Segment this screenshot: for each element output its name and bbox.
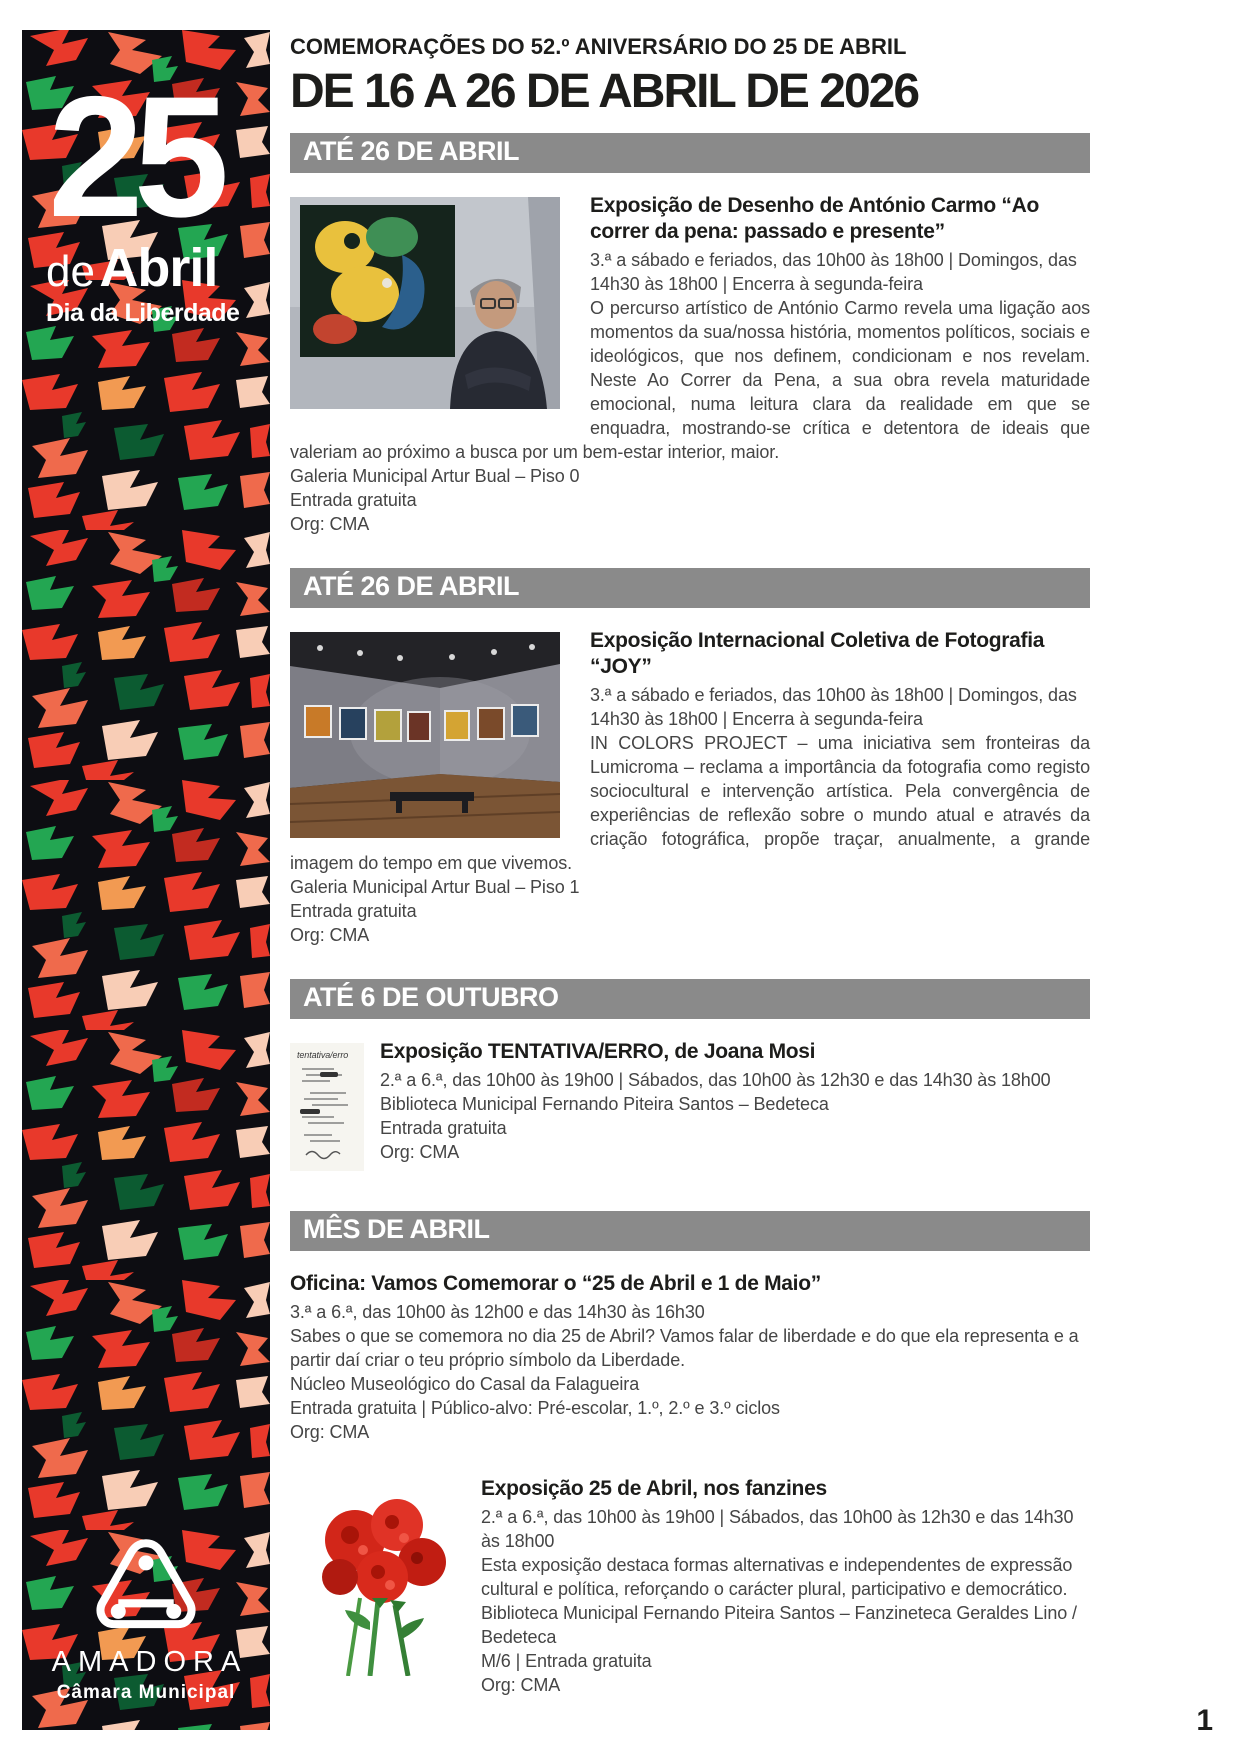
event-venue: Núcleo Museológico do Casal da Falagueira xyxy=(290,1374,640,1394)
program-content xyxy=(290,34,1090,1729)
event-description: Esta exposição destaca formas alternativas e independentes de expressão cultural e política, reforçando o carácter plural, participativo e democrático. xyxy=(481,1555,1073,1599)
event-title: Exposição TENTATIVA/ERRO, de Joana Mosi xyxy=(380,1040,816,1063)
event-antonio-carmo xyxy=(290,193,1090,536)
event-venue: Galeria Municipal Artur Bual – Piso 1 xyxy=(290,877,580,897)
event-joy-photography xyxy=(290,628,1090,947)
poster-de-abril xyxy=(22,237,270,299)
event-entry: Entrada gratuita xyxy=(290,901,417,921)
page-number: 1 xyxy=(1196,1704,1213,1737)
poster-de: de xyxy=(46,247,95,297)
section-header: MÊS DE ABRIL xyxy=(290,1211,1090,1251)
event-schedule: 2.ª a 6.ª, das 10h00 às 19h00 | Sábados, das 10h00 às 12h30 e das 14h30 às 18h00 xyxy=(380,1070,1051,1090)
section-header: ATÉ 26 DE ABRIL xyxy=(290,568,1090,608)
poster-number-25: 25 xyxy=(48,61,220,253)
thumbnail-handwritten-text: tentativa/erro xyxy=(297,1050,349,1060)
joy-exhibition-gallery-photo xyxy=(290,632,560,838)
event-schedule: 3.ª a sábado e feriados, das 10h00 às 18h00 | Domingos, das 14h30 às 18h00 | Encerra à segunda-feira xyxy=(590,250,1077,294)
event-schedule: 2.ª a 6.ª, das 10h00 às 19h00 | Sábados, das 10h00 às 12h30 e das 14h30 às 18h00 xyxy=(481,1507,1074,1551)
tentativa-erro-fanzine-thumbnail xyxy=(290,1043,364,1171)
event-description: IN COLORS PROJECT – uma iniciativa sem fronteiras da Lumicroma – reclama a importância da fotografia como registo sociocultural e intervenção artística. Pela convergência de experiências de reflexão sobre o mundo atual e através da criação fotográfica, propõe traçar, anualmente, a grande imagem do tempo em que vivemos. xyxy=(290,733,1090,873)
red-carnations-photo xyxy=(300,1480,465,1676)
event-entry: Entrada gratuita xyxy=(290,490,417,510)
page-title: DE 16 A 26 DE ABRIL DE 2026 xyxy=(290,65,919,118)
event-org: Org: CMA xyxy=(290,1422,370,1442)
event-entry: Entrada gratuita | Público-alvo: Pré-escolar, 1.º, 2.º e 3.º ciclos xyxy=(290,1398,780,1418)
event-title: Exposição 25 de Abril, nos fanzines xyxy=(481,1477,827,1500)
event-venue: Biblioteca Municipal Fernando Piteira Santos – Fanzineteca Geraldes Lino / Bedeteca xyxy=(481,1603,1077,1647)
event-schedule: 3.ª a 6.ª, das 10h00 às 12h00 e das 14h30 às 16h30 xyxy=(290,1302,705,1322)
event-title: Exposição de Desenho de António Carmo “Ao correr da pena: passado e presente” xyxy=(590,194,1039,243)
event-title: Exposição Internacional Coletiva de Fotografia “JOY” xyxy=(590,629,1045,678)
event-org: Org: CMA xyxy=(290,925,370,945)
poster-sidebar xyxy=(22,30,270,1730)
event-description: O percurso artístico de António Carmo revela uma ligação aos momentos da sua/nossa história, momentos políticos, sociais e ideológicos, que nos definem, condicionam e nos revelam. Neste Ao Correr da Pena, a sua obra revela maturidade emocional, numa leitura clara da realidade em que se enquadra, mostrando-se crítica e detentora de ideais que valeriam ao próximo a busca por um bem-estar interior, maior. xyxy=(290,298,1090,462)
event-entry: Entrada gratuita xyxy=(380,1118,507,1138)
event-description: Sabes o que se comemora no dia 25 de Abril? Vamos falar de liberdade e do que ela representa e a partir daí criar o teu próprio símbolo da Liberdade. xyxy=(290,1326,1079,1370)
event-tentativa-erro xyxy=(290,1039,1090,1179)
poster-abril: Abril xyxy=(99,238,218,299)
event-venue: Galeria Municipal Artur Bual – Piso 0 xyxy=(290,466,580,486)
section-header: ATÉ 6 DE OUTUBRO xyxy=(290,979,1090,1019)
event-venue: Biblioteca Municipal Fernando Piteira Santos – Bedeteca xyxy=(380,1094,829,1114)
amadora-title: AMADORA xyxy=(51,1646,248,1678)
poster-subtitle: Dia da Liberdade xyxy=(46,299,240,328)
antonio-carmo-exhibition-photo xyxy=(290,197,560,409)
section-header: ATÉ 26 DE ABRIL xyxy=(290,133,1090,173)
event-org: Org: CMA xyxy=(481,1675,561,1695)
amadora-logo-icon xyxy=(87,1534,205,1638)
event-oficina-25-abril xyxy=(290,1271,1090,1444)
event-title: Oficina: Vamos Comemorar o “25 de Abril e 1 de Maio” xyxy=(290,1272,821,1295)
page-kicker: COMEMORAÇÕES DO 52.º ANIVERSÁRIO DO 25 DE ABRIL xyxy=(290,34,907,59)
event-org: Org: CMA xyxy=(290,514,370,534)
amadora-subtitle: Câmara Municipal xyxy=(56,1682,236,1703)
event-entry: M/6 | Entrada gratuita xyxy=(481,1651,652,1671)
event-org: Org: CMA xyxy=(380,1142,460,1162)
poster-sidebar-content xyxy=(22,30,270,1730)
event-fanzines xyxy=(290,1476,1090,1697)
event-schedule: 3.ª a sábado e feriados, das 10h00 às 18h00 | Domingos, das 14h30 às 18h00 | Encerra à segunda-feira xyxy=(590,685,1077,729)
amadora-branding xyxy=(22,1534,270,1704)
